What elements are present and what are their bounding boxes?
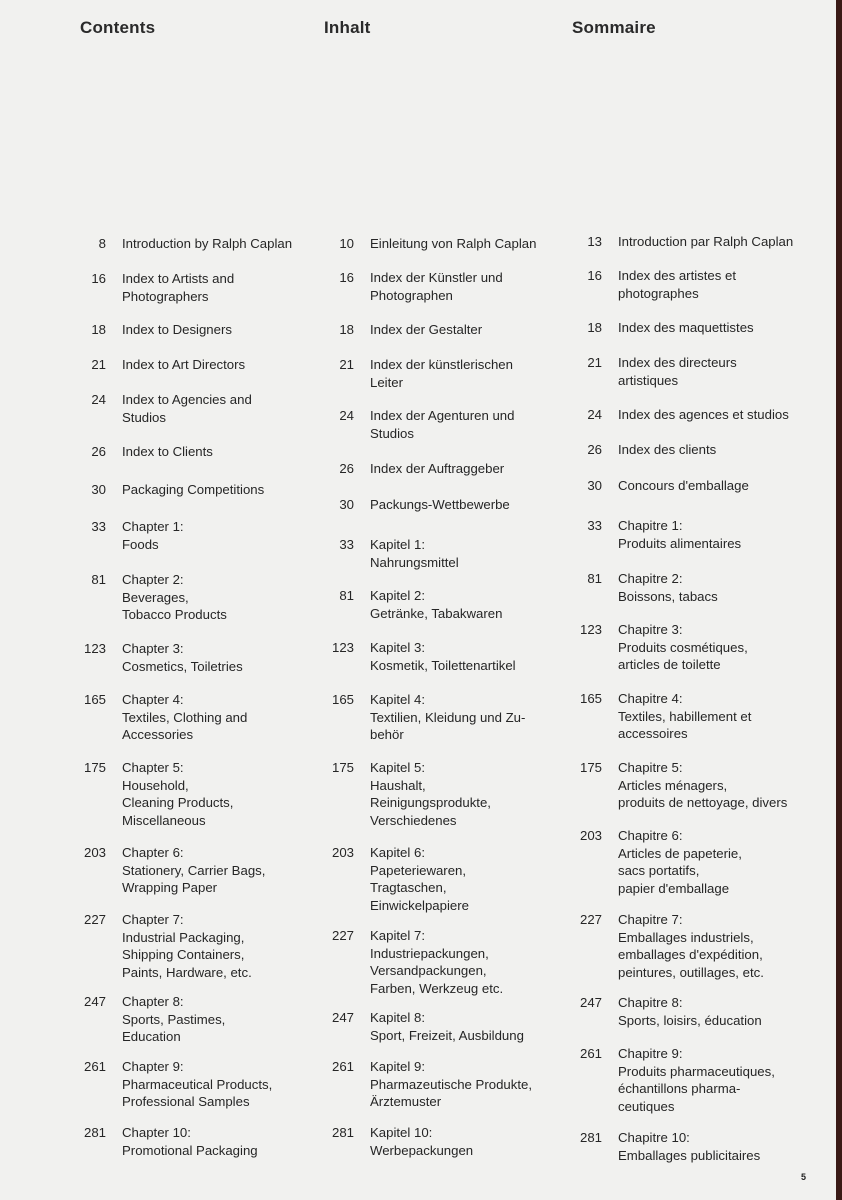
toc-page-number: 18 [339, 322, 354, 337]
toc-entry-title: Introduction by Ralph Caplan [122, 236, 293, 251]
toc-page-number: 24 [91, 392, 106, 407]
toc-entry-title: Chapter 7: Industrial Packaging, Shipping Containers, Paints, Hardware, etc. [122, 912, 252, 980]
toc-page-number: 203 [579, 828, 602, 843]
toc-page-number: 203 [83, 845, 106, 860]
toc-entry-title: Chapitre 10: Emballages publicitaires [618, 1130, 761, 1163]
toc-page-number: 33 [91, 519, 106, 534]
toc-entry-title: Chapitre 6: Articles de papeterie, sacs portatifs, papier d'emballage [618, 828, 742, 896]
toc-entry-title: Chapitre 9: Produits pharmaceutiques, échantillons pharma- ceutiques [618, 1046, 775, 1114]
toc-page-number: 261 [83, 1059, 106, 1074]
toc-entry-title: Chapter 2: Beverages, Tobacco Products [122, 572, 227, 622]
toc-page-number: 30 [339, 497, 354, 512]
toc-entry-title: Chapter 1: Foods [122, 519, 184, 552]
toc-page-number: 30 [91, 482, 106, 497]
toc-entry-title: Chapter 5: Household, Cleaning Products, Miscellaneous [122, 760, 234, 828]
toc-page-number: 8 [98, 236, 106, 251]
toc-page-number: 281 [331, 1125, 354, 1140]
toc-page-number: 227 [83, 912, 106, 927]
toc-page-number: 123 [83, 641, 106, 656]
toc-page-number: 16 [339, 270, 354, 285]
toc-page-number: 16 [587, 268, 602, 283]
toc-page-number: 81 [339, 588, 354, 603]
toc-entry-title: Kapitel 5: Haushalt, Reinigungsprodukte, Verschiedenes [370, 760, 491, 828]
toc-entry-title: Chapter 10: Promotional Packaging [122, 1125, 258, 1158]
toc-entry-title: Kapitel 9: Pharmazeutische Produkte, Ärztemuster [370, 1059, 532, 1109]
toc-entry-title: Index to Artists and Photographers [122, 271, 235, 304]
toc-entry-title: Chapitre 1: Produits alimentaires [618, 518, 742, 551]
toc-entry-title: Chapter 6: Stationery, Carrier Bags, Wrapping Paper [122, 845, 266, 895]
toc-page-number: 261 [579, 1046, 602, 1061]
toc-page-number: 227 [579, 912, 602, 927]
toc-page-number: 26 [587, 442, 602, 457]
toc-page-number: 227 [331, 928, 354, 943]
heading-contents: Contents [80, 18, 156, 37]
toc-page-number: 123 [331, 640, 354, 655]
toc-entry-title: Chapitre 3: Produits cosmétiques, articles de toilette [618, 622, 748, 672]
toc-page-number: 165 [83, 692, 106, 707]
toc-entry-title: Index to Art Directors [122, 357, 246, 372]
toc-entry-title: Index der künstlerischen Leiter [370, 357, 513, 390]
toc-entry-title: Index der Auftraggeber [370, 461, 505, 476]
toc-page-number: 175 [83, 760, 106, 775]
toc-entry-title: Introduction par Ralph Caplan [618, 234, 794, 249]
toc-page-number: 261 [331, 1059, 354, 1074]
toc-entry-title: Chapter 8: Sports, Pastimes, Education [122, 994, 226, 1044]
toc-entry-title: Index to Clients [122, 444, 213, 459]
toc-entry-title: Index des artistes et photographes [618, 268, 737, 301]
toc-entry-title: Index to Designers [122, 322, 232, 337]
toc-page-number: 175 [579, 760, 602, 775]
toc-page-number: 203 [331, 845, 354, 860]
toc-entry-title: Chapter 3: Cosmetics, Toiletries [122, 641, 243, 674]
toc-entry-title: Chapitre 4: Textiles, habillement et accessoires [618, 691, 752, 741]
toc-entry-title: Kapitel 2: Getränke, Tabakwaren [370, 588, 503, 621]
toc-entry-title: Index des clients [618, 442, 717, 457]
toc-entry-title: Chapter 4: Textiles, Clothing and Accessories [122, 692, 248, 742]
toc-page-number: 123 [579, 622, 602, 637]
toc-entry-title: Index des maquettistes [618, 320, 754, 335]
toc-page-number: 33 [339, 537, 354, 552]
toc-entry-title: Kapitel 1: Nahrungsmittel [370, 537, 459, 570]
toc-entry-title: Chapitre 5: Articles ménagers, produits de nettoyage, divers [618, 760, 788, 810]
toc-page-number: 30 [587, 478, 602, 493]
toc-page-number: 21 [587, 355, 602, 370]
toc-entry-title: Packungs-Wettbewerbe [370, 497, 510, 512]
toc-page-number: 175 [331, 760, 354, 775]
toc-page-number: 281 [83, 1125, 106, 1140]
toc-entry-title: Packaging Competitions [122, 482, 265, 497]
toc-entry-title: Index to Agencies and Studios [122, 392, 252, 425]
toc-page-number: 10 [339, 236, 354, 251]
toc-page-number: 24 [587, 407, 602, 422]
heading-sommaire: Sommaire [572, 18, 656, 37]
toc-page-number: 24 [339, 408, 354, 423]
page-number: 5 [800, 1172, 806, 1182]
toc-page-number: 247 [579, 995, 602, 1010]
toc-page-number: 16 [91, 271, 106, 286]
toc-entry-title: Concours d'emballage [618, 478, 749, 493]
toc-entry-title: Index der Künstler und Photographen [370, 270, 503, 303]
toc-entry-title: Einleitung von Ralph Caplan [370, 236, 537, 251]
toc-entry-title: Chapitre 2: Boissons, tabacs [618, 571, 718, 604]
toc-page-number: 247 [83, 994, 106, 1009]
toc-page-number: 26 [91, 444, 106, 459]
toc-entry-title: Index der Gestalter [370, 322, 483, 337]
toc-entry-title: Kapitel 3: Kosmetik, Toilettenartikel [370, 640, 516, 673]
toc-entry-title: Index der Agenturen und Studios [370, 408, 515, 441]
toc-entry-title: Kapitel 7: Industriepackungen, Versandpackungen, Farben, Werkzeug etc. [370, 928, 504, 996]
toc-page-number: 13 [587, 234, 602, 249]
toc-page-number: 81 [91, 572, 106, 587]
toc-entry-title: Kapitel 8: Sport, Freizeit, Ausbildung [370, 1010, 524, 1043]
toc-entry-title: Kapitel 10: Werbepackungen [370, 1125, 474, 1158]
toc-page-number: 165 [579, 691, 602, 706]
toc-page-number: 18 [91, 322, 106, 337]
toc-page-number: 18 [587, 320, 602, 335]
toc-page-number: 281 [579, 1130, 602, 1145]
toc-page-number: 21 [339, 357, 354, 372]
toc-page-number: 165 [331, 692, 354, 707]
toc-entry-title: Chapitre 8: Sports, loisirs, éducation [618, 995, 762, 1028]
toc-entry-title: Chapitre 7: Emballages industriels, emballages d'expédition, peintures, outillages, etc. [618, 912, 764, 980]
toc-entry-title: Index des agences et studios [618, 407, 789, 422]
toc-page-number: 81 [587, 571, 602, 586]
toc-entry-title: Index des directeurs artistiques [618, 355, 737, 388]
toc-page-number: 33 [587, 518, 602, 533]
toc-page-number: 247 [331, 1010, 354, 1025]
toc-entry-title: Chapter 9: Pharmaceutical Products, Professional Samples [122, 1059, 273, 1109]
heading-inhalt: Inhalt [324, 18, 371, 37]
toc-entry-title: Kapitel 6: Papeteriewaren, Tragtaschen, Einwickelpapiere [370, 845, 469, 913]
toc-page-number: 21 [91, 357, 106, 372]
toc-entry-title: Kapitel 4: Textilien, Kleidung und Zu- behör [370, 692, 526, 742]
toc-page-number: 26 [339, 461, 354, 476]
